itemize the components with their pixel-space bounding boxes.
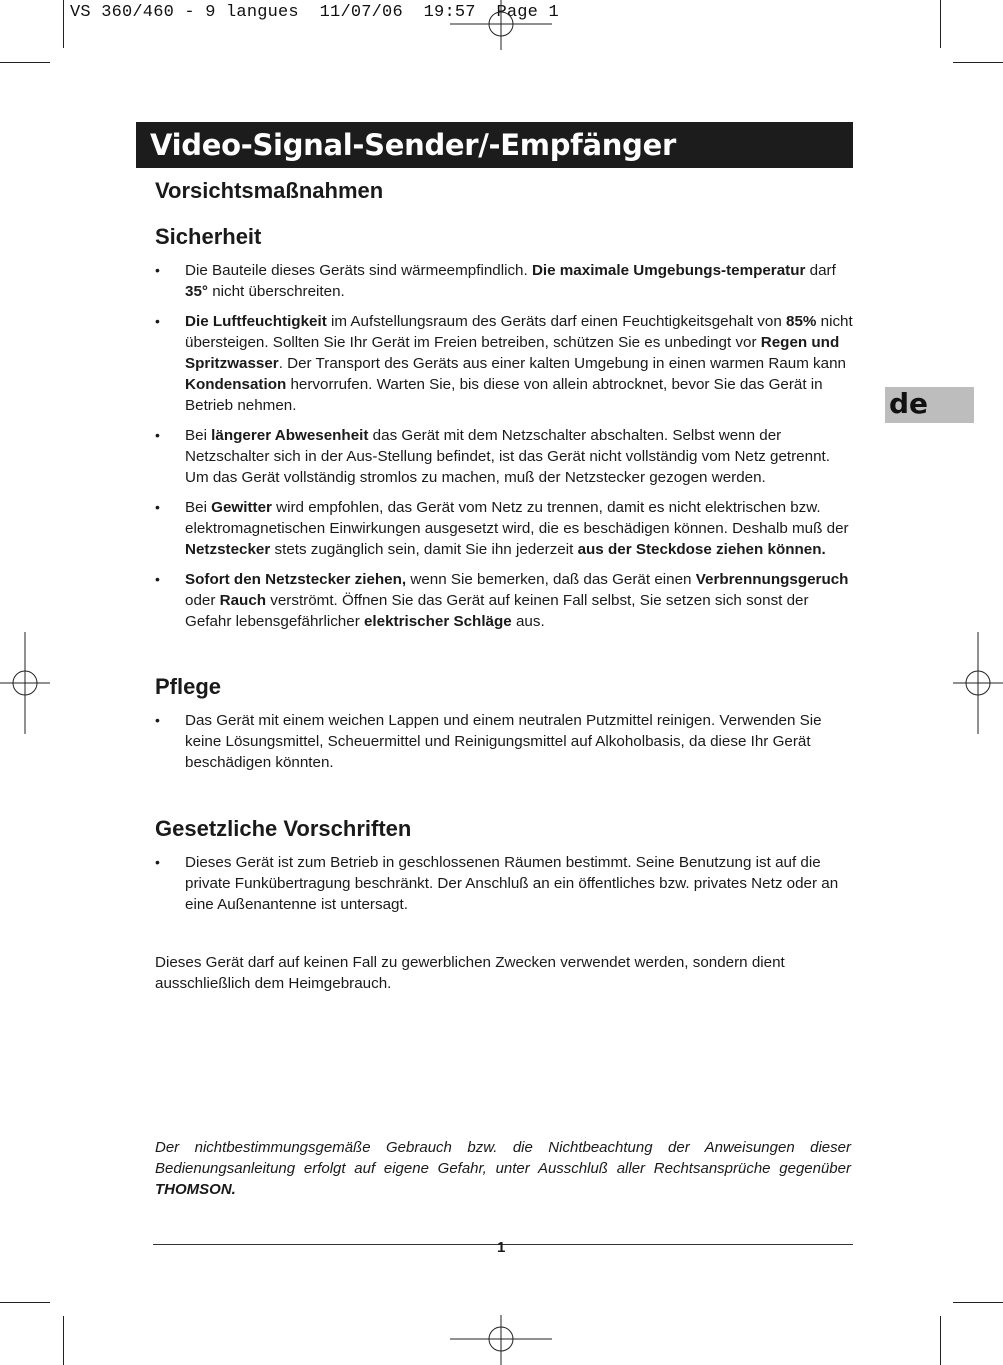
crop-mark bbox=[953, 62, 1003, 63]
care-list bbox=[155, 710, 853, 773]
title-bar bbox=[136, 122, 853, 168]
list-item bbox=[155, 260, 853, 302]
registration-mark-icon bbox=[450, 1315, 552, 1365]
item-emphasis: Gewitter bbox=[211, 499, 272, 516]
item-emphasis: 35° bbox=[185, 283, 208, 300]
item-emphasis: Rauch bbox=[219, 592, 267, 609]
registration-mark-icon bbox=[450, 0, 552, 50]
section-heading-legal: Gesetzliche Vorschriften bbox=[155, 816, 412, 841]
print-slug-line: VS 360/460 - 9 langues 11/07/06 19:57 Page 1 bbox=[70, 3, 559, 22]
section-heading-care: Pflege bbox=[155, 674, 222, 699]
item-text: nicht überschreiten. bbox=[207, 283, 345, 300]
list-item bbox=[155, 425, 853, 488]
crop-mark bbox=[0, 62, 50, 63]
item-text: aus. bbox=[511, 613, 545, 630]
legal-list bbox=[155, 852, 853, 915]
item-emphasis: Kondensation bbox=[185, 376, 287, 393]
item-emphasis: Verbrennungsgeruch bbox=[695, 571, 849, 588]
item-text: Bei bbox=[185, 499, 212, 516]
crop-mark bbox=[0, 1302, 50, 1303]
disclaimer-text: Der nichtbestimmungsgemäße Gebrauch bzw. die Nichtbeachtung der Anweisungen dieser Bedienungsanleitung erfolgt auf eigene Gefahr, unter Ausschluß aller Rechtsansprüche gegenüber bbox=[155, 1139, 851, 1177]
item-text: darf bbox=[805, 262, 836, 279]
item-text: wenn Sie bemerken, daß das Gerät einen bbox=[406, 571, 696, 588]
crop-mark bbox=[953, 1302, 1003, 1303]
item-emphasis: Regen und Spritzwasser bbox=[185, 334, 840, 372]
item-text: Die Bauteile dieses Geräts sind wärmeempfindlich. bbox=[185, 262, 532, 279]
item-emphasis: 85% bbox=[786, 313, 817, 330]
section-heading-precautions: Vorsichtsmaßnahmen bbox=[155, 178, 384, 203]
item-text: stets zugänglich sein, damit Sie ihn jederzeit bbox=[270, 541, 578, 558]
language-tab-label: de bbox=[889, 387, 929, 420]
crop-mark bbox=[63, 0, 64, 48]
list-item bbox=[155, 311, 853, 416]
item-emphasis: elektrischer Schläge bbox=[363, 613, 512, 630]
item-text: wird empfohlen, das Gerät vom Netz zu trennen, damit es nicht elektrischen bzw. elektromagnetischen Einwirkungen ausgesetzt wird, die es beschädigen können. Deshalb muß der bbox=[185, 499, 849, 537]
section-heading-safety: Sicherheit bbox=[155, 224, 262, 249]
item-emphasis: Die Luftfeuchtigkeit bbox=[185, 313, 327, 330]
item-text: hervorrufen. Warten Sie, bis diese von allein abtrocknet, bevor Sie das Gerät in Betrieb nehmen. bbox=[185, 376, 823, 414]
page-title: Video-Signal-Sender/-Empfänger bbox=[150, 128, 676, 162]
list-item bbox=[155, 497, 853, 560]
main-content bbox=[155, 178, 853, 994]
list-item bbox=[155, 569, 853, 632]
list-item: • Dieses Gerät ist zum Betrieb in geschlossenen Räumen bestimmt. Seine Benutzung ist auf die private Funkübertragung beschränkt. Der Anschluß an ein öffentliches bzw. privates Netz oder an eine Außenantenne ist untersagt. bbox=[155, 852, 853, 915]
registration-mark-icon bbox=[953, 632, 1003, 734]
item-emphasis: längerer Abwesenheit bbox=[211, 427, 369, 444]
item-emphasis: Die maximale Umgebungs-temperatur bbox=[531, 262, 806, 279]
item-text: verströmt. Öffnen Sie das Gerät auf keinen Fall selbst, Sie setzen sich sonst der Gefahr lebensgefährlicher bbox=[185, 592, 809, 630]
item-emphasis: Sofort den Netzstecker ziehen, bbox=[185, 571, 407, 588]
registration-mark-icon bbox=[0, 632, 50, 734]
safety-list bbox=[155, 260, 853, 632]
crop-mark bbox=[63, 1316, 64, 1365]
item-text: Bei bbox=[185, 427, 212, 444]
crop-mark bbox=[940, 1316, 941, 1365]
page-number: 1 bbox=[497, 1239, 506, 1256]
item-text: im Aufstellungsraum des Geräts darf einen Feuchtigkeitsgehalt von bbox=[326, 313, 787, 330]
item-text: . Der Transport des Geräts aus einer kalten Umgebung in einen warmen Raum kann bbox=[278, 355, 846, 372]
list-item: • Das Gerät mit einem weichen Lappen und einem neutralen Putzmittel reinigen. Verwenden Sie keine Lösungsmittel, Scheuermittel und Reinigungsmittel auf Alkoholbasis, da diese Ihr Gerät beschädigen könnten. bbox=[155, 710, 853, 773]
usage-paragraph: Dieses Gerät darf auf keinen Fall zu gewerblichen Zwecken verwendet werden, sondern dient ausschließlich dem Heimgebrauch. bbox=[155, 954, 785, 992]
item-text: oder bbox=[185, 592, 220, 609]
language-tab bbox=[885, 387, 974, 423]
crop-mark bbox=[940, 0, 941, 48]
item-text: das Gerät mit dem Netzschalter abschalten. Selbst wenn der Netzschalter sich in der Aus-Stellung befindet, ist das Gerät nicht vollständig vom Netz getrennt. Um das Gerät vollständig stromlos zu machen, muß der Netzstecker gezogen werden. bbox=[185, 427, 830, 486]
item-emphasis: Netzstecker bbox=[185, 541, 271, 558]
brand-name: THOMSON. bbox=[155, 1181, 236, 1198]
item-text: nicht übersteigen. Sollten Sie Ihr Gerät im Freien betreiben, schützen Sie es unbedingt vor bbox=[185, 313, 853, 351]
item-emphasis: aus der Steckdose ziehen können. bbox=[577, 541, 826, 558]
disclaimer bbox=[155, 1137, 851, 1200]
